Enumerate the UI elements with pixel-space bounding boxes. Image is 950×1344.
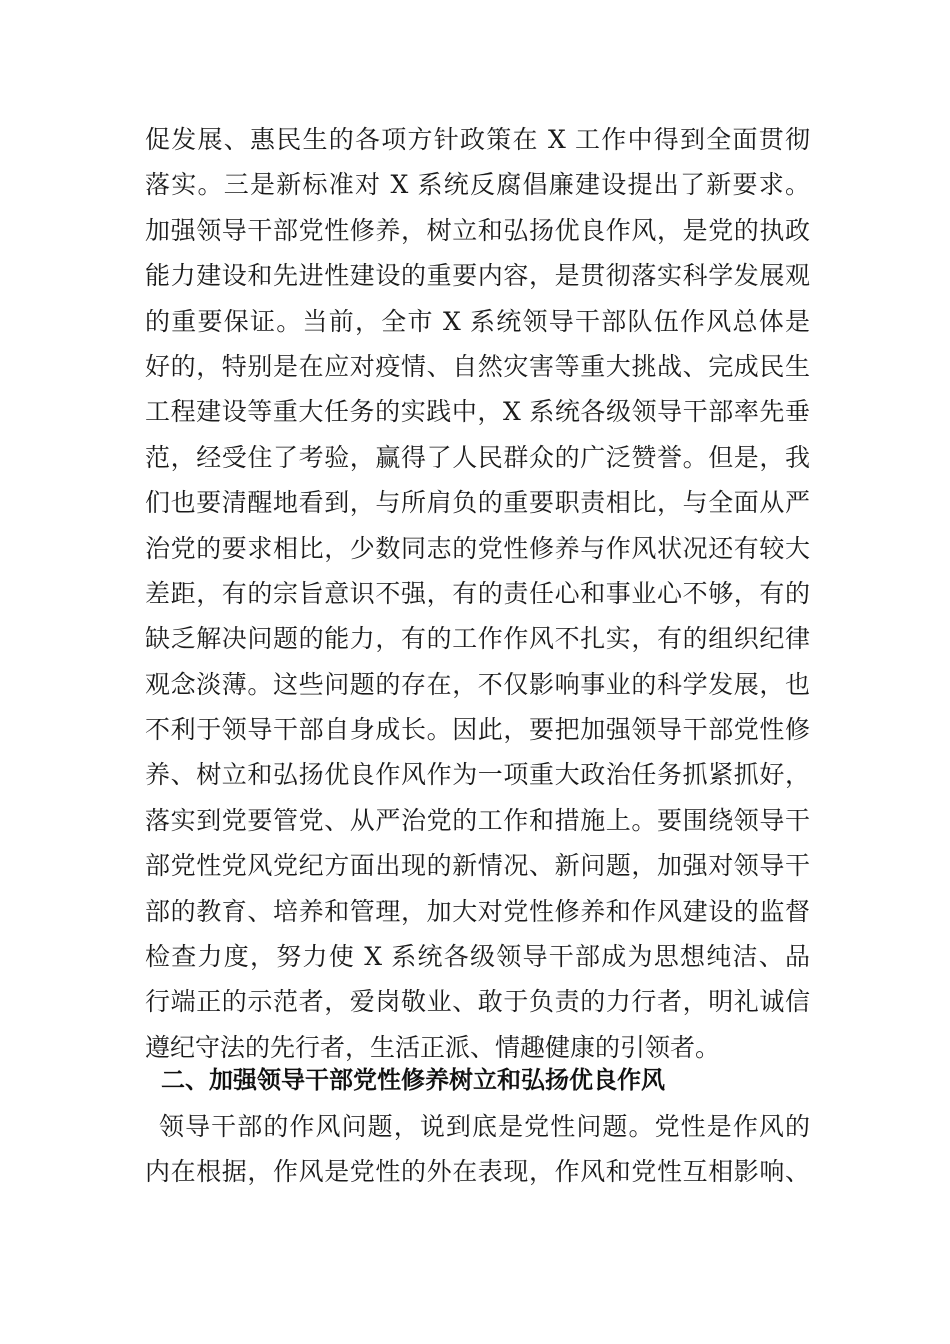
text-line: 工程建设等重大任务的实践中，X 系统各级领导干部率先垂 [145, 397, 810, 427]
text-line: 好的，特别是在应对疫情、自然灾害等重大挑战、完成民生 [145, 351, 810, 381]
text-line: 遵纪守法的先行者，生活正派、情趣健康的引领者。 [145, 1032, 721, 1062]
text-line: 缺乏解决问题的能力，有的工作作风不扎实，有的组织纪律 [145, 624, 810, 654]
section-heading: 二、加强领导干部党性修养树立和弘扬优良作风 [161, 1066, 665, 1094]
text-line: 范，经受住了考验，赢得了人民群众的广泛赞誉。但是，我 [145, 442, 810, 472]
text-line: 促发展、惠民生的各项方针政策在 X 工作中得到全面贯彻 [145, 125, 810, 154]
text-line: 差距，有的宗旨意识不强，有的责任心和事业心不够，有的 [145, 578, 810, 608]
text-line: 部的教育、培养和管理，加大对党性修养和作风建设的监督 [145, 896, 810, 926]
text-line: 领导干部的作风问题，说到底是党性问题。党性是作风的 [159, 1112, 810, 1141]
text-line: 治党的要求相比，少数同志的党性修养与作风状况还有较大 [145, 533, 810, 563]
text-line: 内在根据，作风是党性的外在表现，作风和党性互相影响、 [145, 1157, 810, 1187]
text-line: 加强领导干部党性修养，树立和弘扬优良作风，是党的执政 [145, 215, 810, 245]
text-line: 的重要保证。当前，全市 X 系统领导干部队伍作风总体是 [145, 306, 810, 336]
text-line: 落实到党要管党、从严治党的工作和措施上。要围绕领导干 [145, 805, 810, 835]
text-line: 养、树立和弘扬优良作风作为一项重大政治任务抓紧抓好， [145, 760, 810, 790]
text-line: 检查力度，努力使 X 系统各级领导干部成为思想纯洁、品 [145, 942, 810, 972]
text-line: 观念淡薄。这些问题的存在，不仅影响事业的科学发展，也 [145, 669, 810, 699]
text-line: 们也要清醒地看到，与所肩负的重要职责相比，与全面从严 [145, 488, 810, 518]
body-paragraph-1 [145, 117, 810, 1070]
text-line: 不利于领导干部自身成长。因此，要把加强领导干部党性修 [145, 715, 810, 745]
text-line: 能力建设和先进性建设的重要内容，是贯彻落实科学发展观 [145, 261, 810, 291]
text-line: 落实。三是新标准对 X 系统反腐倡廉建设提出了新要求。 [145, 170, 810, 200]
body-paragraph-2 [145, 1104, 810, 1195]
text-line: 行端正的示范者，爱岗敬业、敢于负责的力行者，明礼诚信 [145, 987, 810, 1017]
text-line: 部党性党风党纪方面出现的新情况、新问题，加强对领导干 [145, 851, 810, 881]
